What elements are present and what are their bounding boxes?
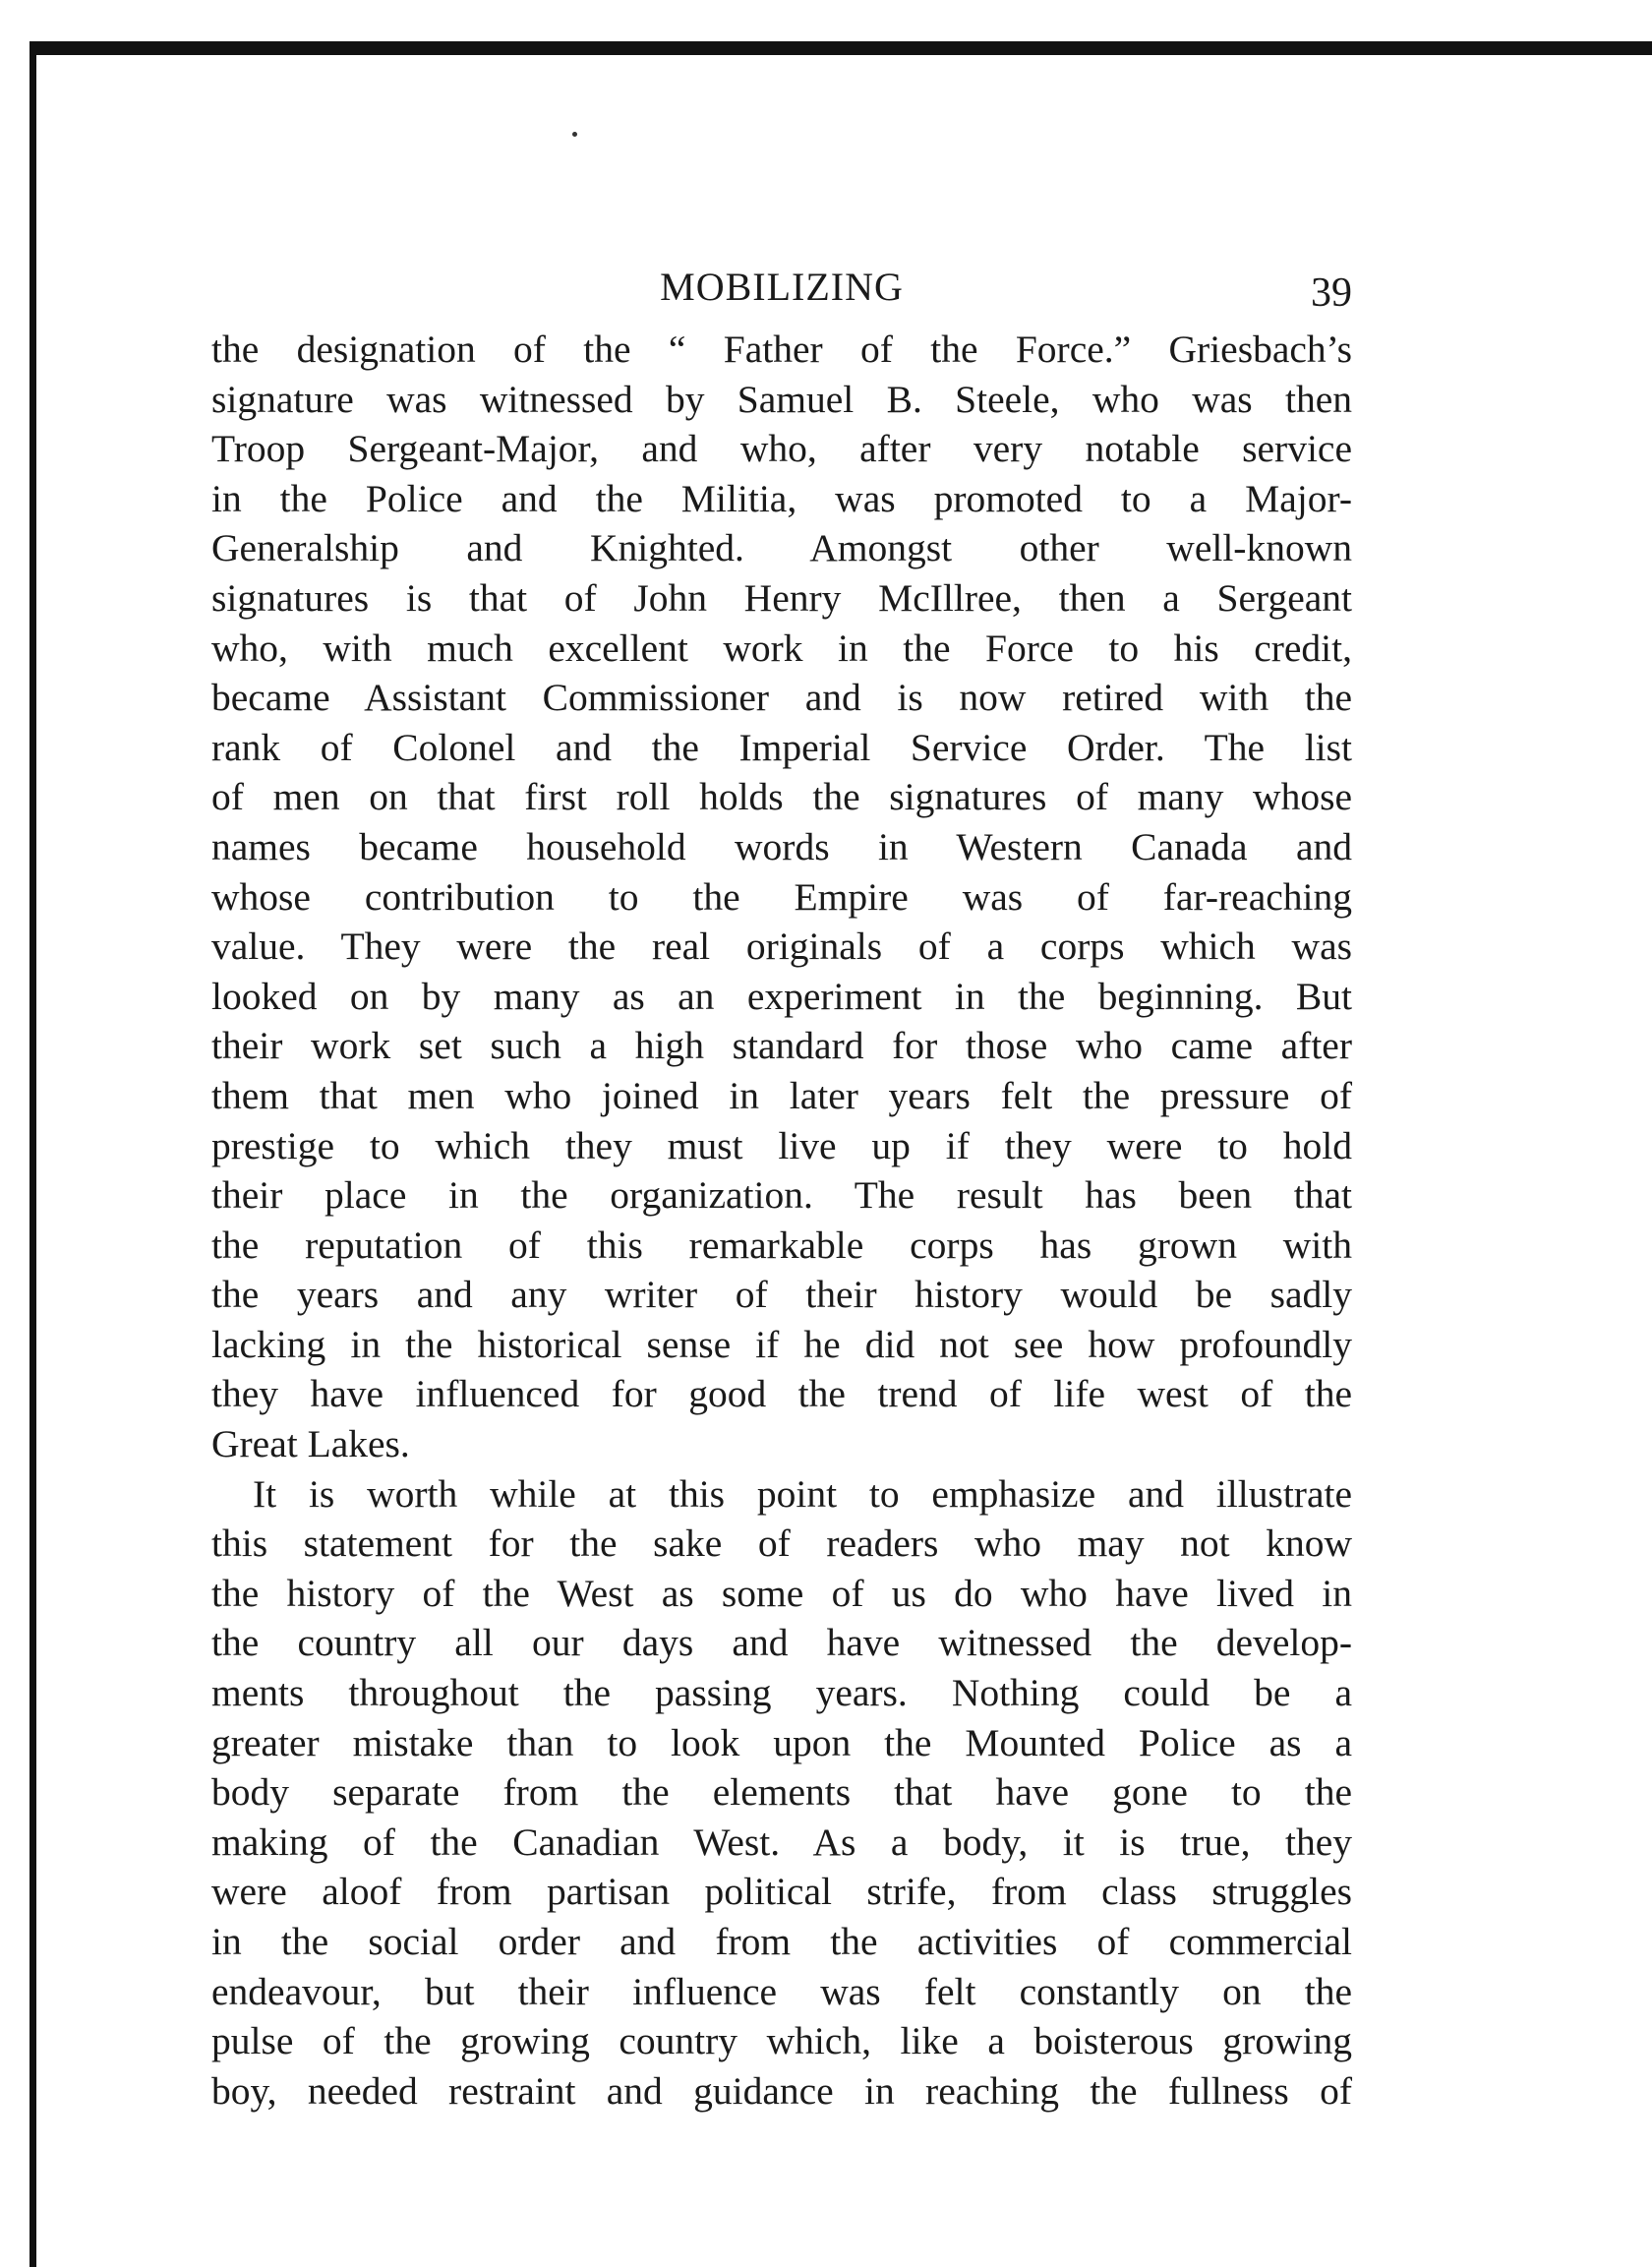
text-line: the country all our days and have witnessed the develop- bbox=[211, 1621, 1352, 1665]
text-line: of men on that first roll holds the signatures of many whose bbox=[211, 775, 1352, 819]
text-line: they have influenced for good the trend of life west of the bbox=[211, 1372, 1352, 1416]
text-line: names became household words in Western Canada and bbox=[211, 824, 1352, 868]
text-line: Troop Sergeant-Major, and who, after very notable service bbox=[211, 427, 1352, 471]
text-line: this statement for the sake of readers who may not know bbox=[211, 1521, 1352, 1566]
text-line: who, with much excellent work in the Force to his credit, bbox=[211, 626, 1352, 670]
print-speck bbox=[572, 132, 577, 137]
text-line: boy, needed restraint and guidance in reaching the fullness of bbox=[211, 2068, 1352, 2113]
text-line: were aloof from partisan political strife, from class struggles bbox=[211, 1870, 1352, 1914]
text-line: their work set such a high standard for those who came after bbox=[211, 1024, 1352, 1068]
top-border-rule bbox=[30, 41, 1652, 55]
text-line: It is worth while at this point to emphasize and illustrate bbox=[253, 1471, 1352, 1516]
page-header bbox=[211, 258, 1352, 317]
text-line: prestige to which they must live up if they were to hold bbox=[211, 1123, 1352, 1167]
text-line: the years and any writer of their history would be sadly bbox=[211, 1273, 1352, 1317]
running-head: MOBILIZING bbox=[660, 265, 904, 309]
text-line: lacking in the historical sense if he did not see how profoundly bbox=[211, 1322, 1352, 1366]
text-line: rank of Colonel and the Imperial Service Order. The list bbox=[211, 725, 1352, 769]
text-line: Generalship and Knighted. Amongst other well-known bbox=[211, 526, 1352, 570]
text-line: ments throughout the passing years. Nothing could be a bbox=[211, 1671, 1352, 1715]
page-number: 39 bbox=[1311, 270, 1352, 316]
body-text bbox=[211, 325, 1352, 2116]
text-line: pulse of the growing country which, like a boisterous growing bbox=[211, 2019, 1352, 2063]
text-line: in the Police and the Militia, was promoted to a Major- bbox=[211, 476, 1352, 520]
text-line: Great Lakes. bbox=[211, 1422, 410, 1466]
text-line: making of the Canadian West. As a body, it is true, they bbox=[211, 1820, 1352, 1864]
text-line: the designation of the “ Father of the Force.” Griesbach’s bbox=[211, 328, 1352, 371]
text-line: in the social order and from the activities of commercial bbox=[211, 1920, 1352, 1963]
paragraph-1 bbox=[211, 325, 1352, 1469]
text-line: value. They were the real originals of a corps which was bbox=[211, 925, 1352, 969]
text-line: their place in the organization. The result has been that bbox=[211, 1173, 1352, 1218]
text-line: signatures is that of John Henry McIllree, then a Sergeant bbox=[211, 575, 1352, 620]
text-line: signature was witnessed by Samuel B. Steele, who was then bbox=[211, 377, 1352, 421]
text-line: whose contribution to the Empire was of far-reaching bbox=[211, 874, 1352, 919]
text-line: body separate from the elements that have gone to the bbox=[211, 1770, 1352, 1815]
text-line: the history of the West as some of us do who have lived in bbox=[211, 1571, 1352, 1615]
text-line: endeavour, but their influence was felt constantly on the bbox=[211, 1969, 1352, 2013]
left-border-rule bbox=[30, 41, 36, 2267]
text-line: looked on by many as an experiment in the beginning. But bbox=[211, 974, 1352, 1018]
text-line: greater mistake than to look upon the Mounted Police as a bbox=[211, 1720, 1352, 1764]
text-line: became Assistant Commissioner and is now retired with the bbox=[211, 676, 1352, 720]
paragraph-2 bbox=[211, 1469, 1352, 2117]
text-line: them that men who joined in later years felt the pressure of bbox=[211, 1073, 1352, 1117]
text-line: the reputation of this remarkable corps has grown with bbox=[211, 1223, 1352, 1267]
